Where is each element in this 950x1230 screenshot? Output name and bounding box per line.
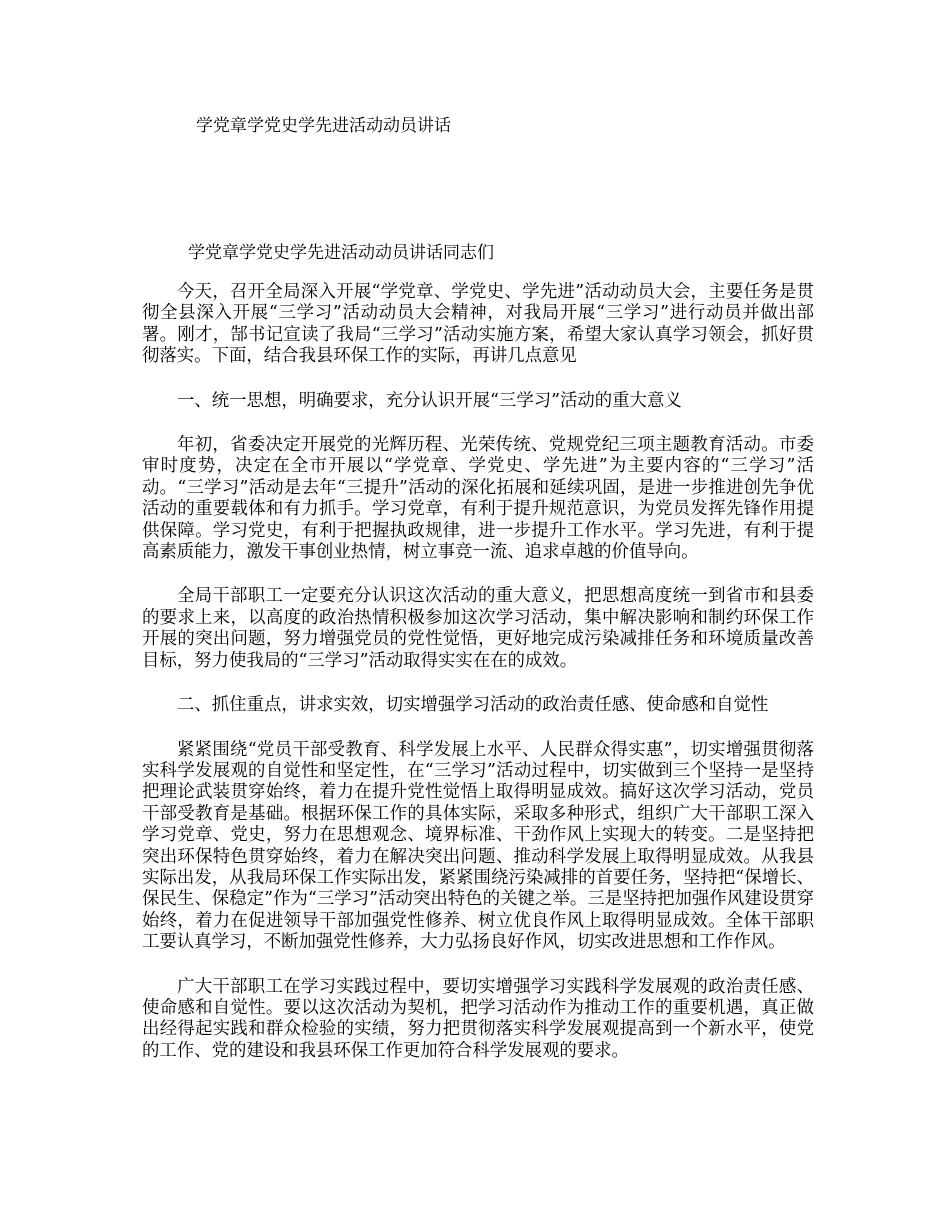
body-paragraph: 紧紧围绕“党员干部受教育、科学发展上水平、人民群众得实惠”，切实增强贯彻落实科学发展观的自觉性和坚定性，在“三学习”活动过程中，切实做到三个坚持一是坚持把理论武装贯穿始终，着力在提升党性觉悟上取得明显成效。搞好这次学习活动，党员干部受教育是基础。根据环保工作的具体实际，采取多种形式，组织广大干部职工深入学习党章、党史，努力在思想观念、境界标准、干劲作风上实现大的转变。二是坚持把突出环保特色贯穿始终，着力在解决突出问题、推动科学发展上取得明显成效。从我县实际出发，从我局环保工作实际出发，紧紧围绕污染减排的首要任务，坚持把“保增长、保民生、保稳定”作为“三学习”活动突出特色的关键之举。三是坚持把加强作风建设贯穿始终，着力在促进领导干部加强党性修养、树立优良作风上取得明显成效。全体干部职工要认真学习，不断加强党性修养，大力弘扬良好作风，切实改进思想和工作作风。 — [142, 739, 814, 953]
document-body — [142, 282, 814, 1085]
body-paragraph: 广大干部职工在学习实践过程中，要切实增强学习实践科学发展观的政治责任感、使命感和自觉性。要以这次活动为契机，把学习活动作为推动工作的重要机遇，真正做出经得起实践和群众检验的实绩，努力把贯彻落实科学发展观提高到一个新水平，使党的工作、党的建设和我县环保工作更加符合科学发展观的要求。 — [142, 976, 814, 1061]
section-heading-1: 一、统一思想，明确要求，充分认识开展“三学习”活动的重大意义 — [177, 390, 682, 411]
document-title: 学党章学党史学先进活动动员讲话 — [196, 116, 451, 136]
document-subtitle: 学党章学党史学先进活动动员讲话同志们 — [188, 243, 494, 263]
section-heading-2: 二、抓住重点，讲求实效，切实增强学习活动的政治责任感、使命感和自觉性 — [177, 695, 769, 716]
body-paragraph: 年初，省委决定开展党的光辉历程、光荣传统、党规党纪三项主题教育活动。市委审时度势，决定在全市开展以“学党章、学党史、学先进”为主要内容的“三学习”活动。“三学习”活动是去年“三提升”活动的深化拓展和延续巩固，是进一步推进创先争优活动的重要载体和有力抓手。学习党章，有利于提升规范意识，为党员发挥先锋作用提供保障。学习党史，有利于把握执政规律，进一步提升工作水平。学习先进，有利于提高素质能力，激发干事创业热情，树立事竞一流、追求卓越的价值导向。 — [142, 435, 814, 563]
intro-paragraph: 今天，召开全局深入开展“学党章、学党史、学先进”活动动员大会，主要任务是贯彻全县深入开展“三学习”活动动员大会精神，对我局开展“三学习”进行动员并做出部署。刚才，郜书记宣读了我局“三学习”活动实施方案，希望大家认真学习领会，抓好贯彻落实。下面，结合我县环保工作的实际，再讲几点意见 — [142, 282, 814, 367]
body-paragraph: 全局干部职工一定要充分认识这次活动的重大意义，把思想高度统一到省市和县委的要求上来，以高度的政治热情积极参加这次学习活动，集中解决影响和制约环保工作开展的突出问题，努力增强党员的党性觉悟，更好地完成污染减排任务和环境质量改善目标，努力使我局的“三学习”活动取得实实在在的成效。 — [142, 586, 814, 671]
